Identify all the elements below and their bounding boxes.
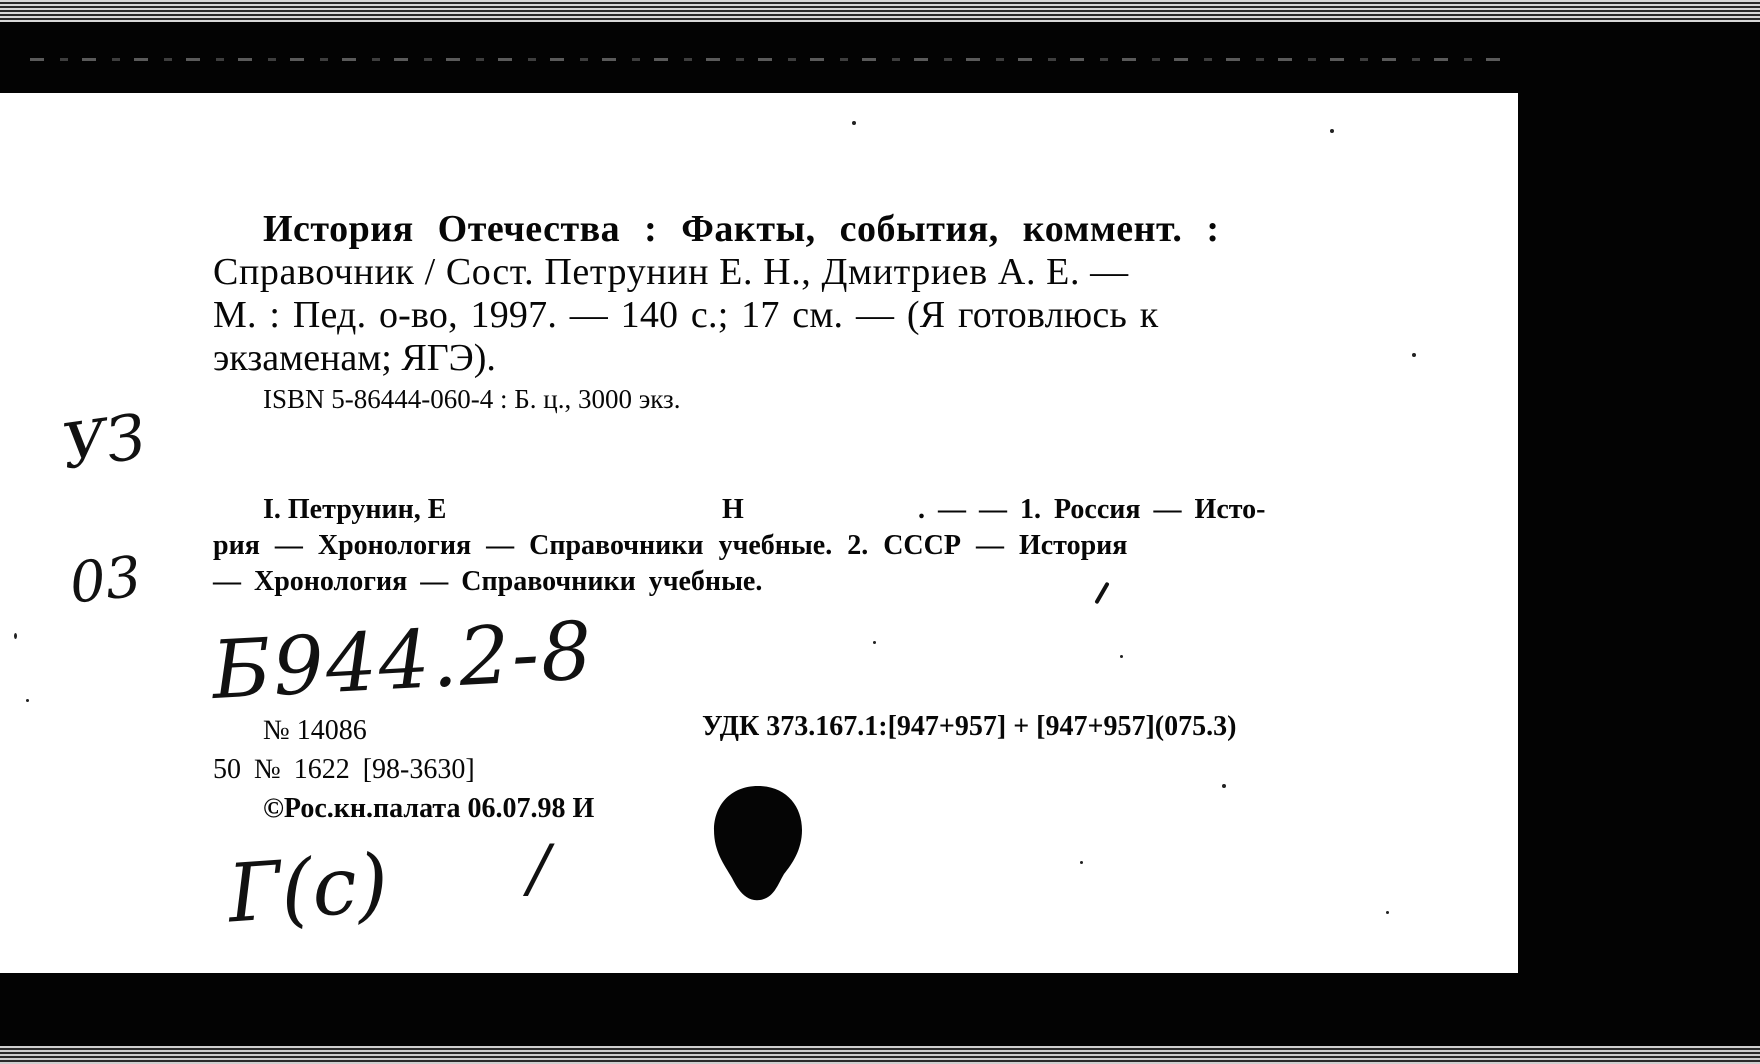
entry-line-3: М. : Пед. о-во, 1997. — 140 с.; 17 см. — (Я готовлюсь к xyxy=(213,294,1159,336)
entry-line-4: экзаменам; ЯГЭ). xyxy=(213,337,496,379)
handwritten-mark-bottom: Г(с) xyxy=(224,836,392,941)
scan-speck xyxy=(14,633,17,639)
handwritten-tick xyxy=(1094,582,1109,605)
entry-line-2: Справочник / Сост. Петрунин Е. Н., Дмитриев А. Е. — xyxy=(213,251,1129,293)
ink-blot xyxy=(712,784,804,902)
scan-speck xyxy=(26,699,29,702)
handwritten-shelfmark: Б944.2-8 xyxy=(209,604,596,717)
scan-noise xyxy=(30,58,1510,61)
scan-speck xyxy=(1330,129,1334,133)
handwritten-stroke: / xyxy=(528,832,550,906)
tracing-line-3: — Хронология — Справочники учебные. xyxy=(213,566,763,597)
scan-speck xyxy=(852,121,856,125)
scan-speck xyxy=(1412,353,1416,357)
scan-speck xyxy=(1222,784,1226,788)
udc-code: УДК 373.167.1:[947+957] + [947+957](075.3) xyxy=(702,711,1237,742)
scan-speck xyxy=(1386,911,1389,914)
order-line: 50 № 1622 [98-3630] xyxy=(213,754,475,785)
handwritten-mark-top: УЗ xyxy=(57,399,151,484)
scan-border-bottom xyxy=(0,1046,1760,1064)
entry-line-1: История Отечества : Факты, события, коммент. : xyxy=(263,208,1220,250)
scan-border-top xyxy=(0,0,1760,22)
tracing-line-2: рия — Хронология — Справочники учебные. 2. СССР — История xyxy=(213,530,1128,561)
handwritten-mark-mid: 03 xyxy=(66,544,145,617)
scan-speck xyxy=(1120,655,1123,658)
tracing-line-1c: . — — 1. Россия — Исто- xyxy=(918,494,1266,525)
card-number: № 14086 xyxy=(263,715,367,746)
book-chamber-line: ©Рос.кн.палата 06.07.98 И xyxy=(263,793,595,824)
tracing-line-1a: I. Петрунин, Е xyxy=(263,494,447,525)
tracing-line-1b: Н xyxy=(722,494,744,525)
scan-speck xyxy=(873,641,876,644)
scan-speck xyxy=(1080,861,1083,864)
isbn-line: ISBN 5-86444-060-4 : Б. ц., 3000 экз. xyxy=(263,384,681,414)
